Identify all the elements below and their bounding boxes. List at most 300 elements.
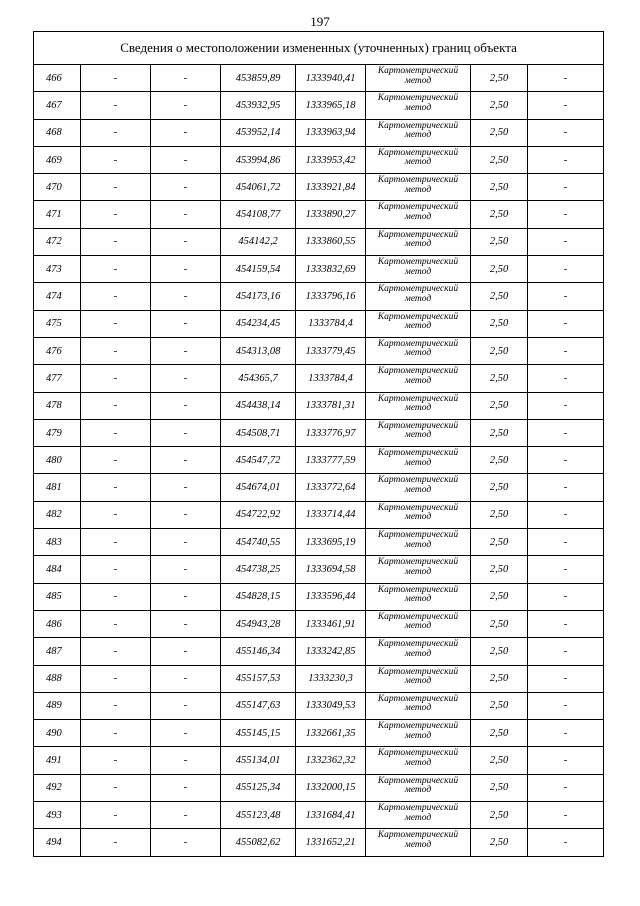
accuracy-cell: 2,50 [471, 392, 528, 419]
x-coordinate-cell: 454547,72 [221, 447, 296, 474]
method-line-1: Картометрический [377, 393, 459, 404]
accuracy-cell: 2,50 [471, 692, 528, 719]
method-line-1: Картометрический [377, 202, 459, 213]
dash-cell: - [81, 283, 151, 310]
x-coordinate-cell: 453859,89 [221, 65, 296, 92]
dash-cell: - [528, 119, 604, 146]
table-row [34, 720, 604, 747]
accuracy-cell: 2,50 [471, 92, 528, 119]
x-coordinate-cell: 454943,28 [221, 610, 296, 637]
y-coordinate-cell: 1333776,97 [296, 419, 366, 446]
dash-cell: - [151, 829, 221, 856]
method-line-1: Картометрический [377, 639, 459, 650]
dash-cell: - [81, 228, 151, 255]
dash-cell: - [528, 92, 604, 119]
dash-cell: - [528, 201, 604, 228]
x-coordinate-cell: 454674,01 [221, 474, 296, 501]
method-line-2: метод [404, 293, 432, 304]
accuracy-cell: 2,50 [471, 201, 528, 228]
dash-cell: - [151, 337, 221, 364]
dash-cell: - [528, 720, 604, 747]
dash-cell: - [81, 392, 151, 419]
method-line-2: метод [404, 730, 432, 741]
method-line-2: метод [404, 102, 432, 113]
method-line-1: Картометрический [377, 311, 459, 322]
point-number-cell: 480 [34, 447, 81, 474]
accuracy-cell: 2,50 [471, 774, 528, 801]
dash-cell: - [81, 638, 151, 665]
y-coordinate-cell: 1333784,4 [296, 310, 366, 337]
accuracy-cell: 2,50 [471, 174, 528, 201]
table-row [34, 474, 604, 501]
dash-cell: - [81, 474, 151, 501]
x-coordinate-cell: 453932,95 [221, 92, 296, 119]
dash-cell: - [528, 665, 604, 692]
x-coordinate-cell: 454313,08 [221, 337, 296, 364]
x-coordinate-cell: 454508,71 [221, 419, 296, 446]
table-row [34, 583, 604, 610]
point-number-cell: 473 [34, 256, 81, 283]
method-cell [366, 529, 471, 556]
table-row [34, 638, 604, 665]
y-coordinate-cell: 1331652,21 [296, 829, 366, 856]
method-cell [366, 556, 471, 583]
method-line-1: Картометрический [377, 803, 459, 814]
method-line-2: метод [404, 75, 432, 86]
dash-cell: - [151, 802, 221, 829]
accuracy-cell: 2,50 [471, 720, 528, 747]
table-row [34, 774, 604, 801]
page-number: 197 [310, 14, 330, 29]
accuracy-cell: 2,50 [471, 119, 528, 146]
dash-cell: - [151, 392, 221, 419]
point-number-cell: 472 [34, 228, 81, 255]
dash-cell: - [151, 174, 221, 201]
x-coordinate-cell: 455146,34 [221, 638, 296, 665]
point-number-cell: 478 [34, 392, 81, 419]
method-line-1: Картометрический [377, 775, 459, 786]
method-line-2: метод [404, 539, 432, 550]
dash-cell: - [81, 119, 151, 146]
table-row [34, 146, 604, 173]
y-coordinate-cell: 1333781,31 [296, 392, 366, 419]
x-coordinate-cell: 455082,62 [221, 829, 296, 856]
method-line-1: Картометрический [377, 475, 459, 486]
method-line-1: Картометрический [377, 338, 459, 349]
accuracy-cell: 2,50 [471, 447, 528, 474]
dash-cell: - [81, 365, 151, 392]
dash-cell: - [151, 501, 221, 528]
method-line-2: метод [404, 211, 432, 222]
dash-cell: - [528, 419, 604, 446]
table-row [34, 365, 604, 392]
point-number-cell: 492 [34, 774, 81, 801]
dash-cell: - [528, 638, 604, 665]
dash-cell: - [528, 365, 604, 392]
dash-cell: - [151, 419, 221, 446]
y-coordinate-cell: 1333714,44 [296, 501, 366, 528]
dash-cell: - [81, 802, 151, 829]
method-line-2: метод [404, 157, 432, 168]
y-coordinate-cell: 1333772,64 [296, 474, 366, 501]
dash-cell: - [81, 583, 151, 610]
x-coordinate-cell: 455125,34 [221, 774, 296, 801]
method-line-2: метод [404, 484, 432, 495]
dash-cell: - [528, 692, 604, 719]
y-coordinate-cell: 1333963,94 [296, 119, 366, 146]
dash-cell: - [528, 474, 604, 501]
accuracy-cell: 2,50 [471, 474, 528, 501]
x-coordinate-cell: 454722,92 [221, 501, 296, 528]
y-coordinate-cell: 1332661,35 [296, 720, 366, 747]
accuracy-cell: 2,50 [471, 583, 528, 610]
dash-cell: - [528, 256, 604, 283]
accuracy-cell: 2,50 [471, 747, 528, 774]
dash-cell: - [528, 747, 604, 774]
method-line-1: Картометрический [377, 748, 459, 759]
method-line-1: Картометрический [377, 229, 459, 240]
x-coordinate-cell: 455157,53 [221, 665, 296, 692]
method-line-1: Картометрический [377, 830, 459, 841]
point-number-cell: 481 [34, 474, 81, 501]
dash-cell: - [151, 638, 221, 665]
method-line-1: Картометрический [377, 147, 459, 158]
point-number-cell: 477 [34, 365, 81, 392]
point-number-cell: 494 [34, 829, 81, 856]
dash-cell: - [151, 583, 221, 610]
method-line-1: Картометрический [377, 366, 459, 377]
method-line-1: Картометрический [377, 257, 459, 268]
method-line-1: Картометрический [377, 721, 459, 732]
y-coordinate-cell: 1333695,19 [296, 529, 366, 556]
table-row [34, 447, 604, 474]
y-coordinate-cell: 1333461,91 [296, 610, 366, 637]
point-number-cell: 466 [34, 65, 81, 92]
method-line-2: метод [404, 621, 432, 632]
x-coordinate-cell: 454438,14 [221, 392, 296, 419]
point-number-cell: 488 [34, 665, 81, 692]
dash-cell: - [81, 774, 151, 801]
dash-cell: - [528, 146, 604, 173]
dash-cell: - [528, 228, 604, 255]
method-cell [366, 501, 471, 528]
x-coordinate-cell: 453952,14 [221, 119, 296, 146]
table-row [34, 665, 604, 692]
dash-cell: - [151, 201, 221, 228]
dash-cell: - [528, 65, 604, 92]
table-row [34, 119, 604, 146]
table-row [34, 228, 604, 255]
y-coordinate-cell: 1331684,41 [296, 802, 366, 829]
point-number-cell: 484 [34, 556, 81, 583]
dash-cell: - [151, 119, 221, 146]
accuracy-cell: 2,50 [471, 65, 528, 92]
table-title: Сведения о местоположении измененных (уточненных) границ объекта [34, 32, 604, 65]
point-number-cell: 482 [34, 501, 81, 528]
point-number-cell: 487 [34, 638, 81, 665]
method-line-2: метод [404, 812, 432, 823]
method-cell [366, 692, 471, 719]
table-row [34, 829, 604, 856]
point-number-cell: 467 [34, 92, 81, 119]
dash-cell: - [81, 665, 151, 692]
dash-cell: - [528, 610, 604, 637]
method-cell [366, 201, 471, 228]
method-line-1: Картометрический [377, 666, 459, 677]
dash-cell: - [81, 747, 151, 774]
x-coordinate-cell: 454108,77 [221, 201, 296, 228]
accuracy-cell: 2,50 [471, 610, 528, 637]
accuracy-cell: 2,50 [471, 146, 528, 173]
method-line-2: метод [404, 512, 432, 523]
dash-cell: - [151, 228, 221, 255]
table-row [34, 556, 604, 583]
table-row [34, 529, 604, 556]
method-cell [366, 720, 471, 747]
dash-cell: - [528, 556, 604, 583]
method-line-2: метод [404, 757, 432, 768]
dash-cell: - [528, 283, 604, 310]
table-row [34, 419, 604, 446]
y-coordinate-cell: 1333230,3 [296, 665, 366, 692]
dash-cell: - [151, 92, 221, 119]
accuracy-cell: 2,50 [471, 802, 528, 829]
dash-cell: - [151, 665, 221, 692]
accuracy-cell: 2,50 [471, 337, 528, 364]
method-cell [366, 419, 471, 446]
y-coordinate-cell: 1333953,42 [296, 146, 366, 173]
y-coordinate-cell: 1333049,53 [296, 692, 366, 719]
method-cell [366, 283, 471, 310]
method-line-2: метод [404, 457, 432, 468]
method-line-2: метод [404, 594, 432, 605]
dash-cell: - [151, 774, 221, 801]
boundary-coordinates-table [33, 31, 604, 857]
point-number-cell: 486 [34, 610, 81, 637]
y-coordinate-cell: 1333242,85 [296, 638, 366, 665]
y-coordinate-cell: 1333940,41 [296, 65, 366, 92]
method-line-1: Картометрический [377, 284, 459, 295]
point-number-cell: 475 [34, 310, 81, 337]
x-coordinate-cell: 454173,16 [221, 283, 296, 310]
accuracy-cell: 2,50 [471, 283, 528, 310]
accuracy-cell: 2,50 [471, 638, 528, 665]
dash-cell: - [81, 256, 151, 283]
point-number-cell: 485 [34, 583, 81, 610]
dash-cell: - [151, 474, 221, 501]
dash-cell: - [528, 447, 604, 474]
table-row [34, 610, 604, 637]
dash-cell: - [81, 501, 151, 528]
method-cell [366, 638, 471, 665]
point-number-cell: 474 [34, 283, 81, 310]
dash-cell: - [528, 583, 604, 610]
accuracy-cell: 2,50 [471, 501, 528, 528]
x-coordinate-cell: 454159,54 [221, 256, 296, 283]
method-line-2: метод [404, 403, 432, 414]
dash-cell: - [151, 556, 221, 583]
y-coordinate-cell: 1333784,4 [296, 365, 366, 392]
y-coordinate-cell: 1333779,45 [296, 337, 366, 364]
y-coordinate-cell: 1333596,44 [296, 583, 366, 610]
method-cell [366, 829, 471, 856]
method-line-1: Картометрический [377, 502, 459, 513]
point-number-cell: 479 [34, 419, 81, 446]
x-coordinate-cell: 454738,25 [221, 556, 296, 583]
method-line-2: метод [404, 703, 432, 714]
dash-cell: - [528, 310, 604, 337]
y-coordinate-cell: 1333694,58 [296, 556, 366, 583]
x-coordinate-cell: 454740,55 [221, 529, 296, 556]
table-row [34, 310, 604, 337]
point-number-cell: 470 [34, 174, 81, 201]
x-coordinate-cell: 454142,2 [221, 228, 296, 255]
point-number-cell: 471 [34, 201, 81, 228]
y-coordinate-cell: 1333890,27 [296, 201, 366, 228]
dash-cell: - [81, 447, 151, 474]
table-row [34, 747, 604, 774]
x-coordinate-cell: 454828,15 [221, 583, 296, 610]
dash-cell: - [81, 146, 151, 173]
method-cell [366, 256, 471, 283]
dash-cell: - [151, 365, 221, 392]
table-row [34, 392, 604, 419]
method-line-2: метод [404, 676, 432, 687]
method-cell [366, 228, 471, 255]
accuracy-cell: 2,50 [471, 365, 528, 392]
dash-cell: - [151, 692, 221, 719]
dash-cell: - [528, 529, 604, 556]
method-line-2: метод [404, 839, 432, 850]
x-coordinate-cell: 454234,45 [221, 310, 296, 337]
method-line-1: Картометрический [377, 175, 459, 186]
x-coordinate-cell: 455134,01 [221, 747, 296, 774]
dash-cell: - [81, 174, 151, 201]
method-line-1: Картометрический [377, 557, 459, 568]
method-line-1: Картометрический [377, 66, 459, 76]
dash-cell: - [151, 529, 221, 556]
method-line-2: метод [404, 321, 432, 332]
method-line-2: метод [404, 430, 432, 441]
dash-cell: - [151, 720, 221, 747]
method-cell [366, 119, 471, 146]
x-coordinate-cell: 455147,63 [221, 692, 296, 719]
method-cell [366, 146, 471, 173]
method-cell [366, 802, 471, 829]
y-coordinate-cell: 1333921,84 [296, 174, 366, 201]
method-cell [366, 392, 471, 419]
y-coordinate-cell: 1333777,59 [296, 447, 366, 474]
dash-cell: - [81, 720, 151, 747]
method-cell [366, 65, 471, 92]
point-number-cell: 483 [34, 529, 81, 556]
method-cell [366, 747, 471, 774]
table-row [34, 174, 604, 201]
dash-cell: - [81, 337, 151, 364]
method-line-2: метод [404, 648, 432, 659]
dash-cell: - [151, 310, 221, 337]
point-number-cell: 469 [34, 146, 81, 173]
point-number-cell: 490 [34, 720, 81, 747]
table-row [34, 802, 604, 829]
method-cell [366, 337, 471, 364]
x-coordinate-cell: 454061,72 [221, 174, 296, 201]
table-row [34, 92, 604, 119]
method-line-2: метод [404, 239, 432, 250]
method-cell [366, 92, 471, 119]
method-cell [366, 583, 471, 610]
point-number-cell: 489 [34, 692, 81, 719]
dash-cell: - [528, 174, 604, 201]
method-cell [366, 665, 471, 692]
dash-cell: - [151, 256, 221, 283]
dash-cell: - [81, 610, 151, 637]
method-line-2: метод [404, 348, 432, 359]
method-cell [366, 174, 471, 201]
method-line-2: метод [404, 375, 432, 386]
method-line-1: Картометрический [377, 120, 459, 131]
y-coordinate-cell: 1333832,69 [296, 256, 366, 283]
method-line-2: метод [404, 266, 432, 277]
method-line-1: Картометрический [377, 530, 459, 541]
method-line-2: метод [404, 184, 432, 195]
accuracy-cell: 2,50 [471, 665, 528, 692]
table-row [34, 256, 604, 283]
dash-cell: - [81, 65, 151, 92]
dash-cell: - [151, 747, 221, 774]
table-row [34, 501, 604, 528]
point-number-cell: 491 [34, 747, 81, 774]
dash-cell: - [151, 283, 221, 310]
y-coordinate-cell: 1332362,32 [296, 747, 366, 774]
table-row [34, 283, 604, 310]
dash-cell: - [81, 829, 151, 856]
table-row [34, 65, 604, 92]
method-cell [366, 774, 471, 801]
dash-cell: - [151, 146, 221, 173]
method-line-2: метод [404, 785, 432, 796]
x-coordinate-cell: 455123,48 [221, 802, 296, 829]
method-line-1: Картометрический [377, 420, 459, 431]
dash-cell: - [81, 419, 151, 446]
x-coordinate-cell: 453994,86 [221, 146, 296, 173]
dash-cell: - [81, 692, 151, 719]
method-cell [366, 447, 471, 474]
dash-cell: - [81, 556, 151, 583]
dash-cell: - [81, 529, 151, 556]
dash-cell: - [528, 337, 604, 364]
table-row [34, 201, 604, 228]
method-line-1: Картометрический [377, 448, 459, 459]
dash-cell: - [528, 774, 604, 801]
point-number-cell: 493 [34, 802, 81, 829]
x-coordinate-cell: 455145,15 [221, 720, 296, 747]
method-line-2: метод [404, 566, 432, 577]
y-coordinate-cell: 1332000,15 [296, 774, 366, 801]
method-line-1: Картометрический [377, 693, 459, 704]
y-coordinate-cell: 1333796,16 [296, 283, 366, 310]
dash-cell: - [151, 610, 221, 637]
accuracy-cell: 2,50 [471, 419, 528, 446]
accuracy-cell: 2,50 [471, 256, 528, 283]
dash-cell: - [151, 447, 221, 474]
dash-cell: - [528, 802, 604, 829]
method-line-1: Картометрический [377, 584, 459, 595]
dash-cell: - [151, 65, 221, 92]
accuracy-cell: 2,50 [471, 529, 528, 556]
dash-cell: - [528, 829, 604, 856]
point-number-cell: 468 [34, 119, 81, 146]
